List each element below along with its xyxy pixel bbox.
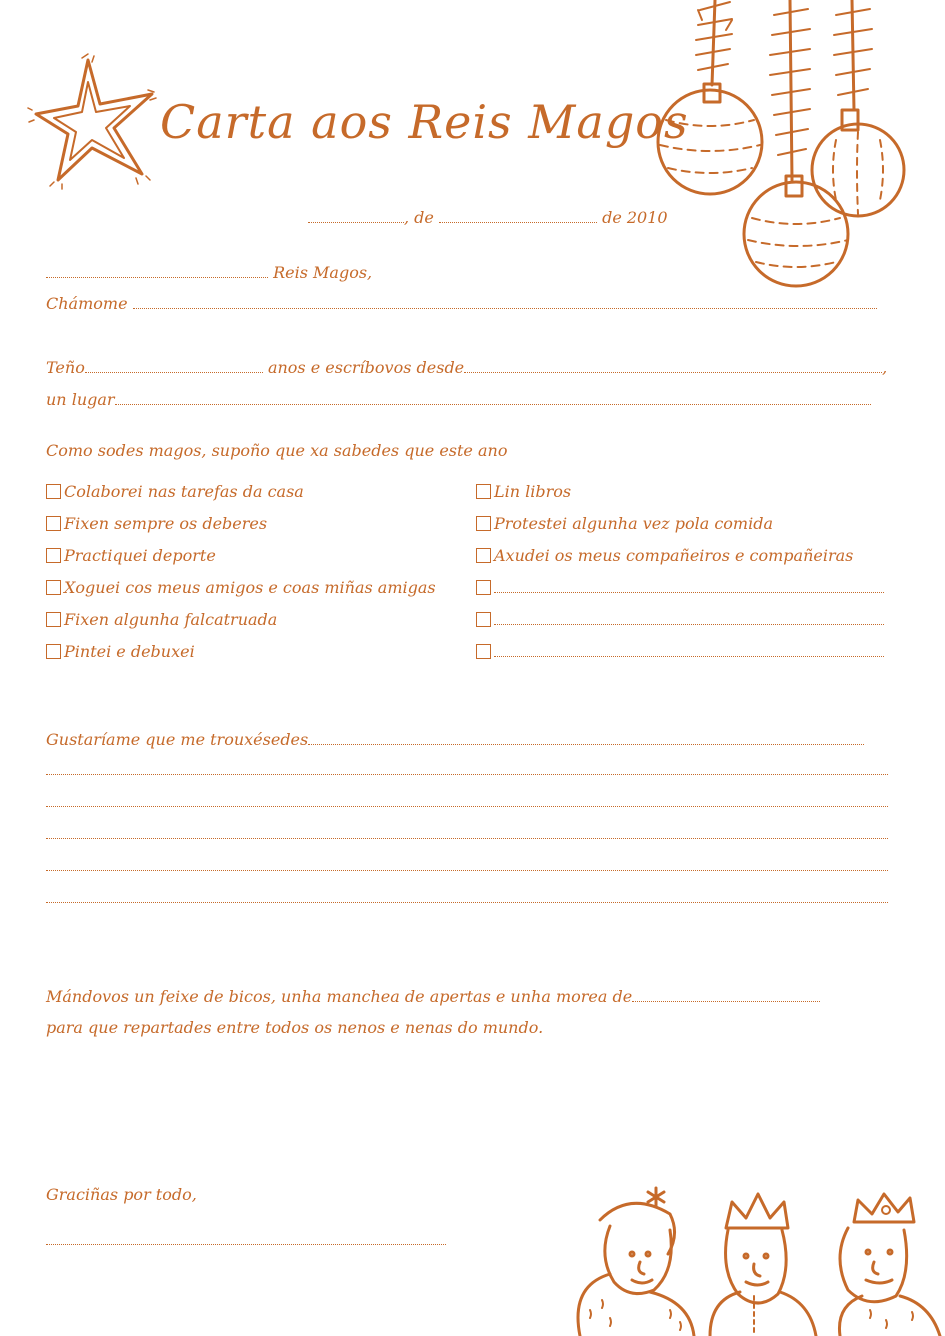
place-label: un lugar [46, 390, 115, 409]
checkbox[interactable] [46, 548, 61, 563]
checklist-item[interactable]: Fixen algunha falcatruada [46, 610, 277, 630]
closing-field[interactable] [632, 987, 820, 1002]
place-field[interactable] [115, 390, 871, 405]
thanks-text: Graciñas por todo, [46, 1185, 197, 1204]
wish-field[interactable] [308, 730, 864, 745]
closing-text: Mándovos un feixe de bicos, unha manchea de apertas e unha morea de [46, 987, 633, 1006]
checkbox[interactable] [476, 612, 491, 627]
name-field[interactable] [133, 294, 877, 309]
checklist-item-blank[interactable] [476, 578, 884, 598]
checklist-item[interactable]: Practiquei deporte [46, 546, 216, 566]
wish-line[interactable] [46, 774, 888, 775]
checkbox[interactable] [46, 516, 61, 531]
checklist-item-blank[interactable] [476, 610, 884, 630]
date-year: de 2010 [602, 208, 668, 227]
name-label: Chámome [46, 294, 128, 313]
age-field[interactable] [85, 358, 263, 373]
checkbox[interactable] [46, 484, 61, 499]
wish-line[interactable] [46, 902, 888, 903]
custom-item-field[interactable] [494, 610, 884, 625]
page-title: Carta aos Reis Magos [160, 95, 689, 149]
checkbox[interactable] [476, 580, 491, 595]
checklist-item[interactable]: Pintei e debuxei [46, 642, 195, 662]
signature-line[interactable] [46, 1244, 446, 1245]
checkbox[interactable] [476, 516, 491, 531]
star-icon [30, 52, 165, 187]
three-kings-illustration [540, 1180, 945, 1336]
greeting-blank[interactable] [46, 263, 268, 278]
wish-line[interactable] [46, 806, 888, 807]
intro-text: Como sodes magos, supoño que xa sabedes que este ano [46, 441, 508, 460]
custom-item-field[interactable] [494, 578, 884, 593]
checklist-item[interactable]: Lin libros [476, 482, 571, 502]
checklist-item[interactable]: Fixen sempre os deberes [46, 514, 267, 534]
checklist-item-blank[interactable] [476, 642, 884, 662]
wish-label: Gustaríame que me trouxésedes [46, 730, 309, 749]
checklist-item[interactable]: Xoguei cos meus amigos e coas miñas amigas [46, 578, 436, 598]
christmas-ornaments-icon [640, 0, 915, 290]
checklist-item[interactable]: Protestei algunha vez pola comida [476, 514, 773, 534]
checkbox[interactable] [46, 644, 61, 659]
age-end: , [882, 358, 888, 377]
greeting-text: Reis Magos, [273, 263, 373, 282]
checklist-item[interactable]: Colaborei nas tarefas da casa [46, 482, 304, 502]
custom-item-field[interactable] [494, 642, 884, 657]
checklist-item[interactable]: Axudei os meus compañeiros e compañeiras [476, 546, 853, 566]
checkbox[interactable] [46, 612, 61, 627]
wish-line[interactable] [46, 838, 888, 839]
from-field[interactable] [464, 358, 882, 373]
checkbox[interactable] [476, 644, 491, 659]
checkbox[interactable] [46, 580, 61, 595]
age-mid-text: anos e escríbovos desde [267, 358, 465, 377]
closing-text-2: para que repartades entre todos os nenos e nenas do mundo. [46, 1018, 544, 1037]
checkbox[interactable] [476, 548, 491, 563]
date-separator: , de [404, 208, 434, 227]
wish-line[interactable] [46, 870, 888, 871]
checkbox[interactable] [476, 484, 491, 499]
age-label: Teño [46, 358, 85, 377]
